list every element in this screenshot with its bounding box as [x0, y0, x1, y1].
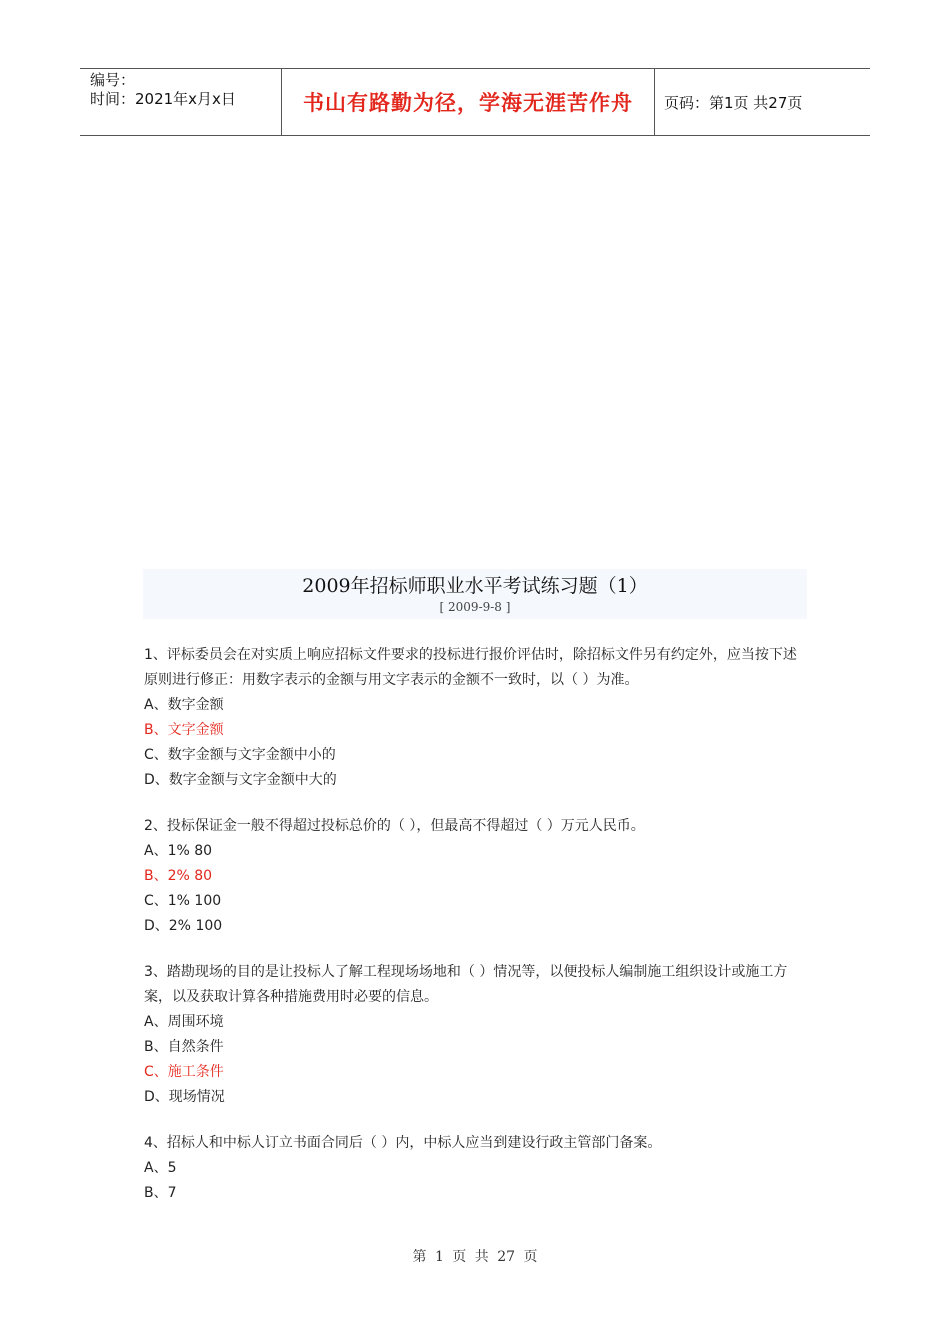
answer-option: A、1% 80: [144, 843, 213, 859]
question-item: [144, 643, 808, 793]
answer-option-correct: B、2% 80: [144, 868, 213, 884]
page-header: [80, 68, 870, 136]
title-box: [143, 569, 807, 619]
answer-option: D、2% 100: [144, 918, 223, 934]
answer-option: D、数字金额与文字金额中大的: [144, 772, 337, 788]
question-text: 3、踏勘现场的目的是让投标人了解工程现场场地和（ ）情况等，以便投标人编制施工组织设计或施工方案，以及获取计算各种措施费用时必要的信息。: [144, 964, 788, 1005]
question-text: 1、评标委员会在对实质上响应招标文件要求的投标进行报价评估时，除招标文件另有约定外，应当按下述原则进行修正：用数字表示的金额与用文字表示的金额不一致时，以（ ）为准。: [144, 647, 797, 688]
question-item: [144, 814, 808, 939]
header-motto: 书山有路勤为径，学海无涯苦作舟: [281, 69, 655, 135]
answer-option: A、数字金额: [144, 697, 224, 713]
header-page-info: 页码：第1页 共27页: [664, 93, 803, 112]
answer-option-correct: C、施工条件: [144, 1064, 224, 1080]
answer-option: C、1% 100: [144, 893, 222, 909]
answer-option: D、现场情况: [144, 1089, 225, 1105]
document-title: 2009年招标师职业水平考试练习题（1）: [302, 575, 648, 597]
question-text: 4、招标人和中标人订立书面合同后（ ）内，中标人应当到建设行政主管部门备案。: [144, 1135, 662, 1151]
answer-option-correct: B、文字金额: [144, 722, 224, 738]
question-item: [144, 1131, 808, 1206]
answer-option: A、周围环境: [144, 1014, 224, 1030]
answer-option: C、数字金额与文字金额中小的: [144, 747, 336, 763]
number-label: 编号：: [90, 71, 136, 89]
answer-option: B、7: [144, 1185, 177, 1201]
answer-option: B、自然条件: [144, 1039, 224, 1055]
answer-option: A、5: [144, 1160, 177, 1176]
time-label: 时间：2021年x月x日: [90, 90, 236, 108]
document-date: [ 2009-9-8 ]: [439, 600, 511, 614]
header-left-cell: [80, 69, 281, 135]
page-footer: 第 1 页 共 27 页: [412, 1249, 538, 1265]
question-text: 2、投标保证金一般不得超过投标总价的（ ），但最高不得超过（ ）万元人民币。: [144, 818, 645, 834]
questions-list: [144, 643, 808, 1227]
question-item: [144, 960, 808, 1110]
